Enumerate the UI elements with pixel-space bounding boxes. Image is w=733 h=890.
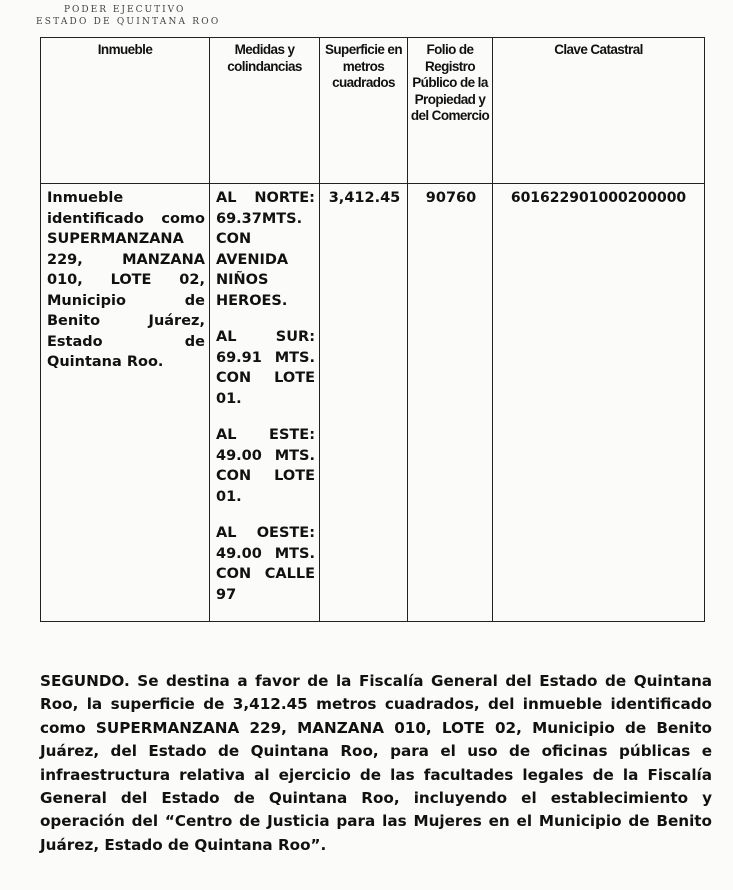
property-table	[40, 37, 705, 622]
table-header-row	[41, 38, 705, 184]
header-folio: Folio de Registro Público de la Propiedad y del Comercio	[408, 38, 493, 184]
medida-este: AL ESTE: 49.00 MTS. CON LOTE 01.	[216, 427, 315, 505]
header-line-1: PODER EJECUTIVO	[64, 5, 186, 15]
medida-oeste: AL OESTE: 49.00 MTS. CON CALLE 97	[216, 525, 315, 603]
cell-inmueble: Inmueble identificado como SUPERMANZANA 229, MANZANA 010, LOTE 02, Municipio de Benito Juárez, Estado de Quintana Roo.	[41, 184, 210, 622]
segundo-paragraph: SEGUNDO. Se destina a favor de la Fiscalía General del Estado de Quintana Roo, la superficie de 3,412.45 metros cuadrados, del inmueble identificado como SUPERMANZANA 229, MANZANA 010, LOTE 02, Municipio de Benito Juárez, del Estado de Quintana Roo, para el uso de oficinas públicas e infraestructura relativa al ejercicio de las facultades legales de la Fiscalía General del Estado de Quintana Roo, incluyendo el establecimiento y operación del “Centro de Justicia para las Mujeres en el Municipio de Benito Juárez, Estado de Quintana Roo”.	[40, 672, 712, 854]
cell-superficie: 3,412.45	[320, 184, 408, 622]
cell-clave: 601622901000200000	[493, 184, 705, 622]
table-row	[41, 184, 705, 622]
header-medidas: Medidas y colindancias	[210, 38, 320, 184]
cell-folio: 90760	[408, 184, 493, 622]
header-superficie: Superficie en metros cuadrados	[320, 38, 408, 184]
header-clave: Clave Catastral	[493, 38, 705, 184]
medida-norte: AL NORTE: 69.37MTS. CON AVENIDA NIÑOS HEROES.	[216, 190, 315, 309]
header-inmueble: Inmueble	[41, 38, 210, 184]
header-line-2: ESTADO DE QUINTANA ROO	[36, 17, 221, 27]
cell-medidas	[210, 184, 320, 622]
medida-sur: AL SUR: 69.91 MTS. CON LOTE 01.	[216, 329, 315, 407]
document-header	[36, 4, 336, 28]
